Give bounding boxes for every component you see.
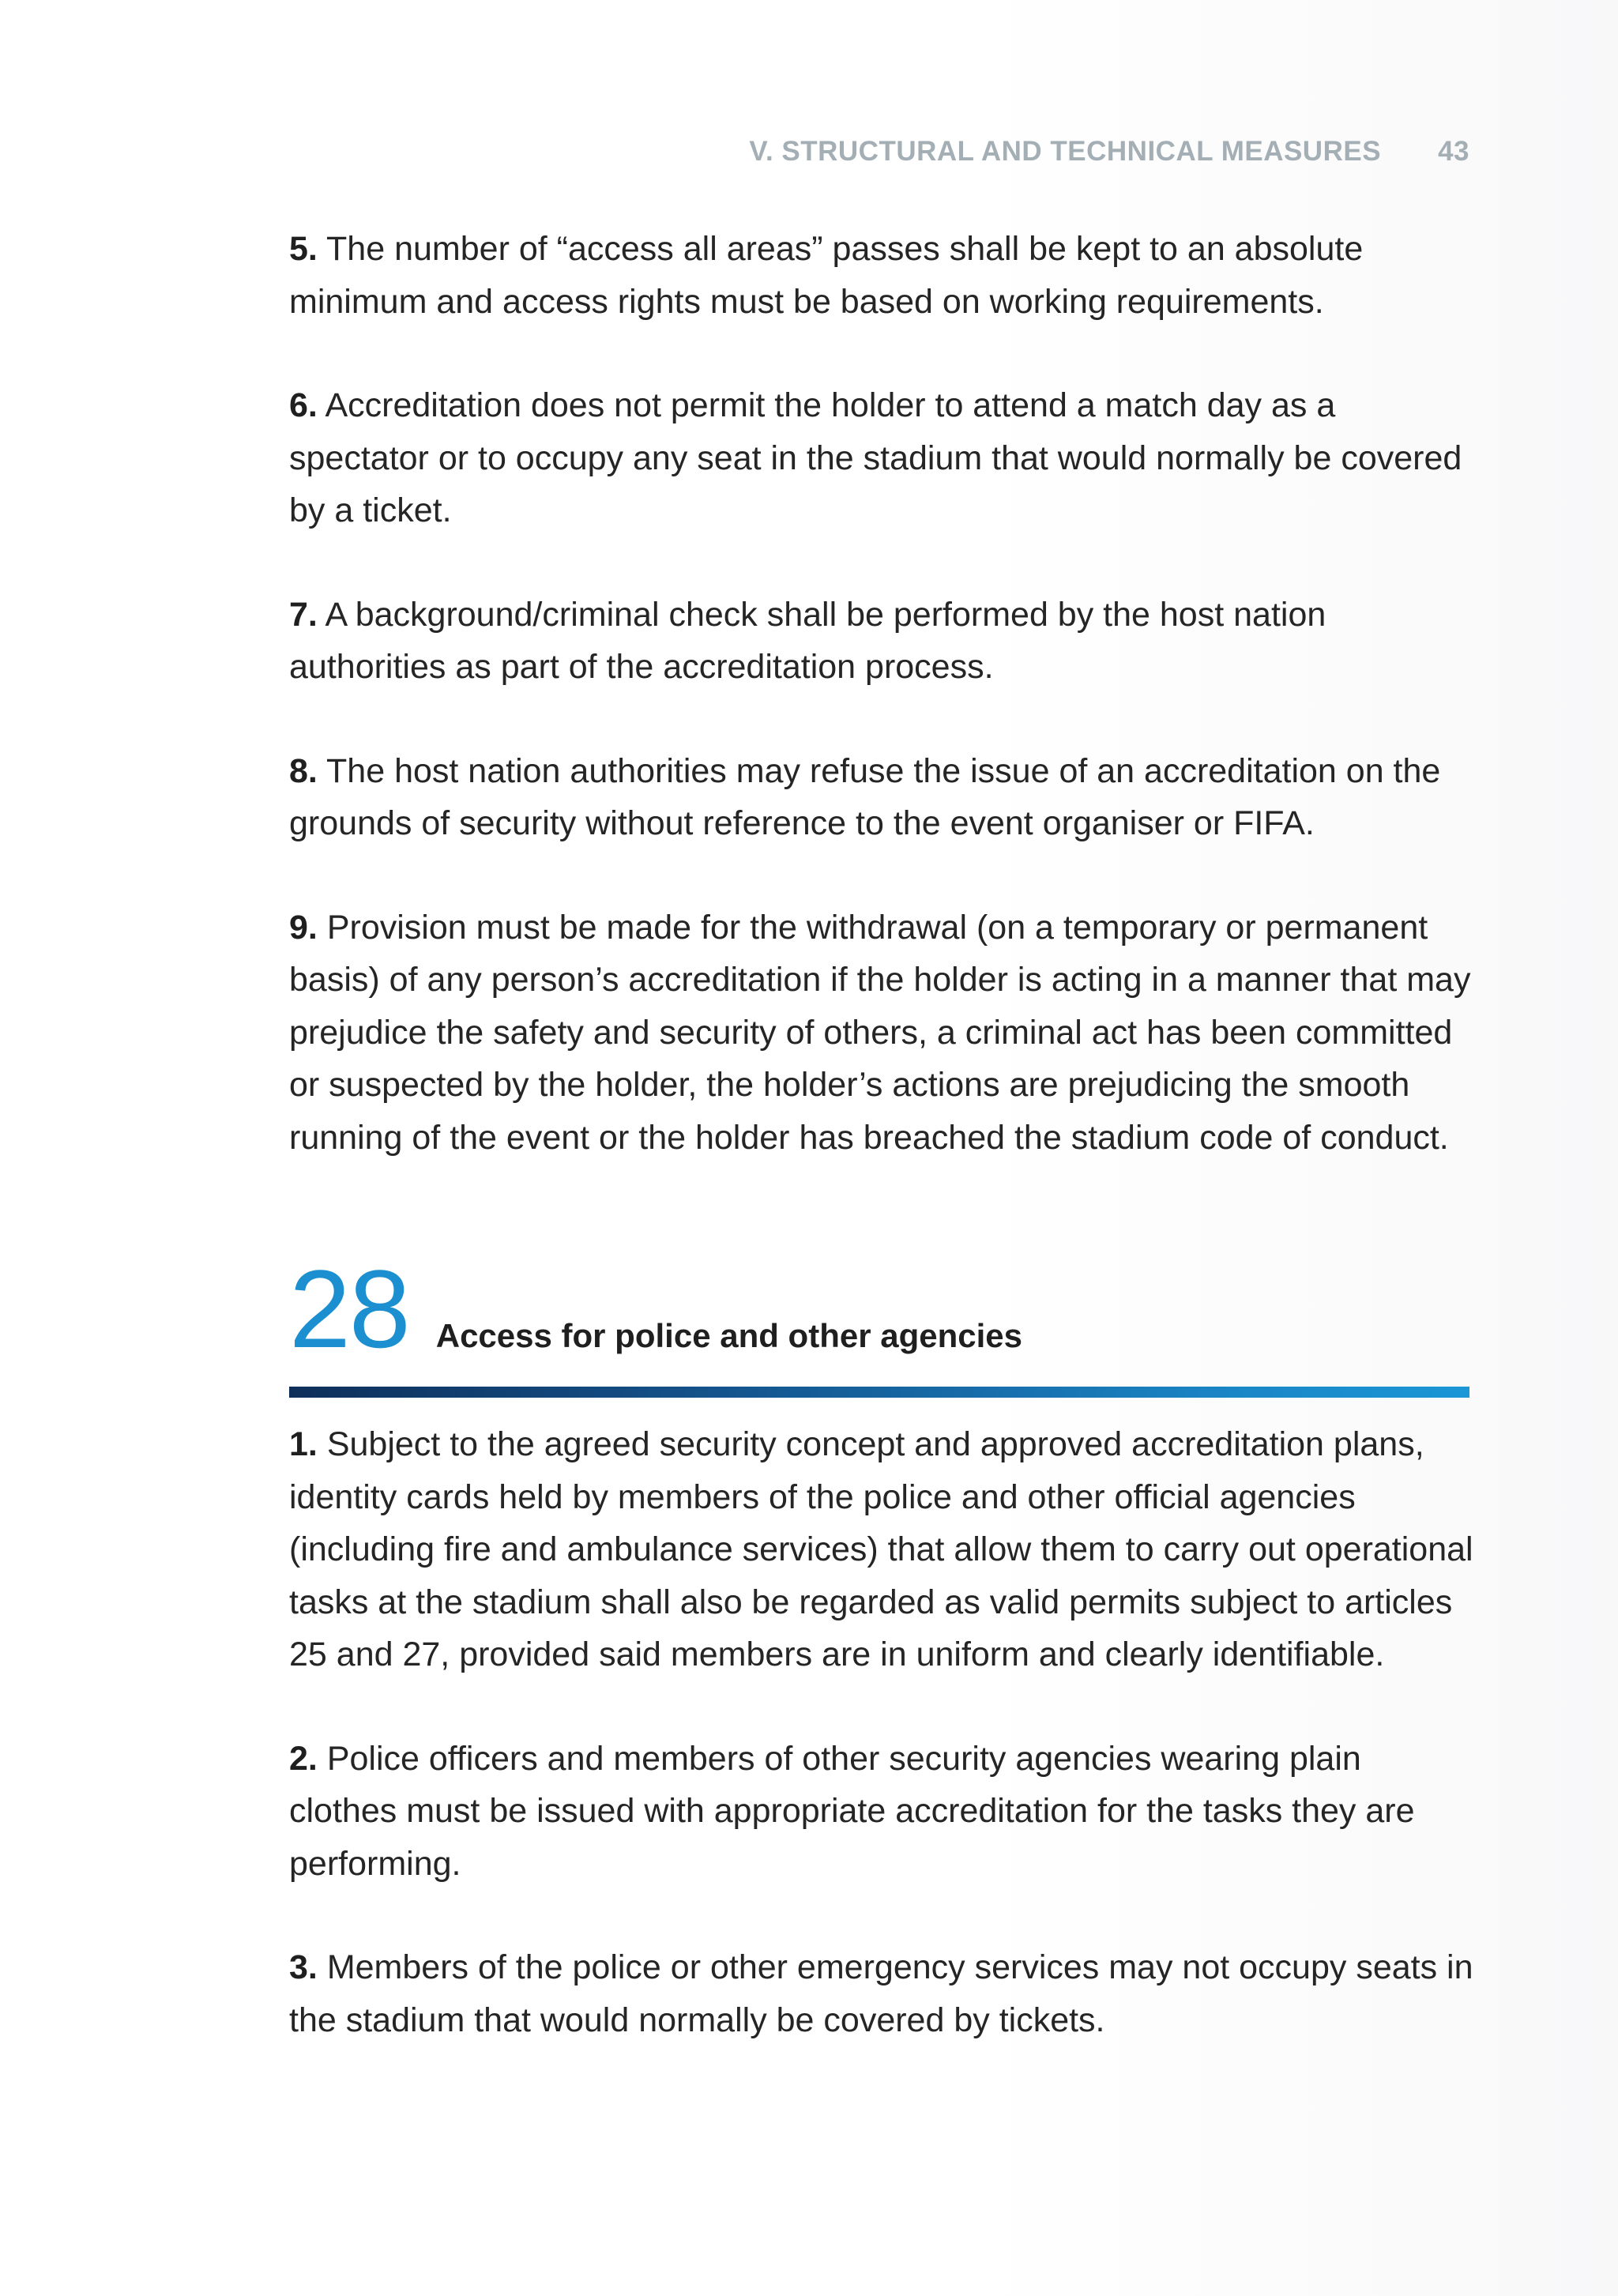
paragraph-number: 8. <box>289 751 318 790</box>
paragraph-text: Subject to the agreed security concept and approved accreditation plans, identity cards held by members of the police and other official agencies (including fire and ambulance services) that allow them to carry out operational tasks at the stadium shall also be regarded as valid permits subject to articles 25 and 27, provided said members are in uniform and clearly identifiable. <box>289 1425 1473 1673</box>
paragraph-number: 1. <box>289 1425 318 1463</box>
paragraph-text: Members of the police or other emergency services may not occupy seats in the stadium that would normally be covered by tickets. <box>289 1948 1473 2039</box>
paragraph-5 <box>289 223 1474 328</box>
section-paragraph-1 <box>289 1418 1474 1681</box>
paragraph-8 <box>289 745 1474 850</box>
paragraph-text: Police officers and members of other security agencies wearing plain clothes must be issued with appropriate accreditation for the tasks they are performing. <box>289 1739 1415 1883</box>
section-number: 28 <box>289 1247 409 1371</box>
paragraph-text: Accreditation does not permit the holder to attend a match day as a spectator or to occupy any seat in the stadium that would normally be covered by a ticket. <box>289 386 1462 529</box>
paragraph-text: The host nation authorities may refuse the issue of an accreditation on the grounds of security without reference to the event organiser or FIFA. <box>289 751 1441 842</box>
page-number: 43 <box>1438 136 1469 167</box>
page-content <box>289 223 1474 2098</box>
paragraph-7 <box>289 589 1474 694</box>
paragraph-6 <box>289 379 1474 537</box>
section-heading <box>289 1247 1474 1371</box>
paragraph-number: 5. <box>289 230 318 268</box>
section-paragraph-3 <box>289 1941 1474 2046</box>
paragraph-number: 6. <box>289 386 318 424</box>
paragraph-text: Provision must be made for the withdrawal (on a temporary or permanent basis) of any person’s accreditation if the holder is acting in a manner that may prejudice the safety and security of others, a criminal act has been committed or suspected by the holder, the holder’s actions are prejudicing the smooth running of the event or the holder has breached the stadium code of conduct. <box>289 908 1471 1157</box>
section-divider <box>289 1387 1469 1398</box>
section-title: Access for police and other agencies <box>435 1317 1022 1354</box>
paragraph-number: 9. <box>289 908 318 947</box>
paragraph-9 <box>289 901 1474 1165</box>
paragraph-number: 7. <box>289 595 318 634</box>
paragraph-text: The number of “access all areas” passes shall be kept to an absolute minimum and access rights must be based on working requirements. <box>289 230 1364 321</box>
paragraph-number: 3. <box>289 1948 318 1986</box>
chapter-title: V. STRUCTURAL AND TECHNICAL MEASURES <box>749 136 1382 167</box>
running-header <box>749 136 1469 167</box>
paragraph-number: 2. <box>289 1739 318 1778</box>
section-paragraph-2 <box>289 1733 1474 1891</box>
paragraph-text: A background/criminal check shall be performed by the host nation authorities as part of the accreditation process. <box>289 595 1326 686</box>
